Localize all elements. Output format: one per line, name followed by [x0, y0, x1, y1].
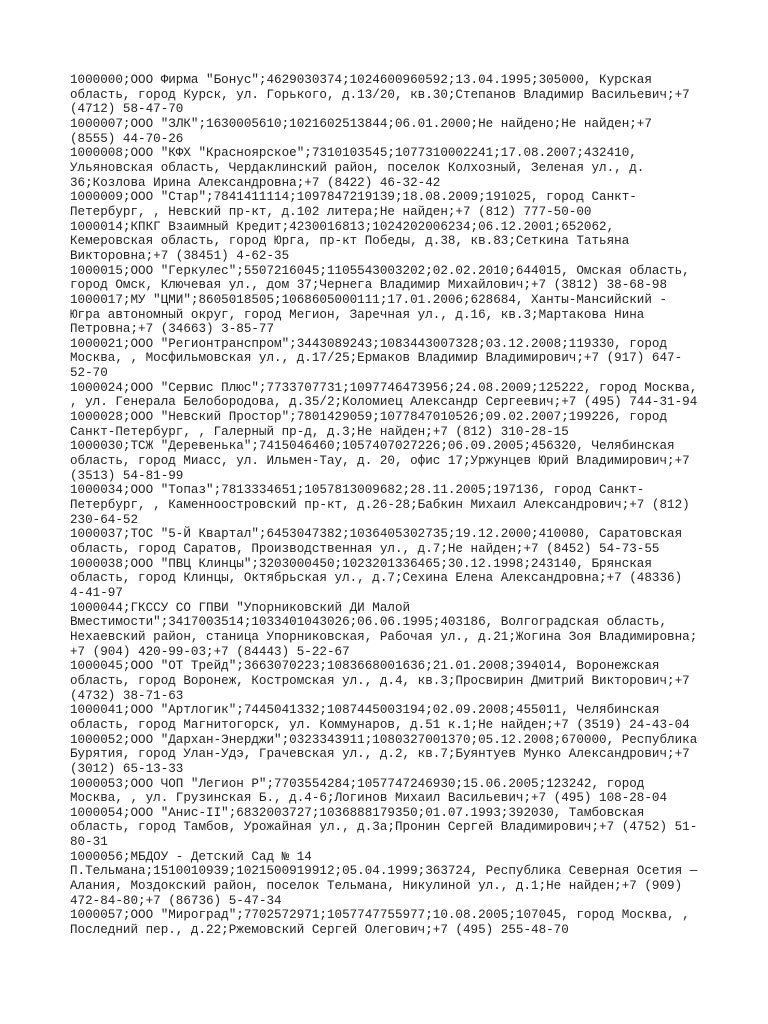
text-line: 1000038;ООО "ПВЦ Клинцы";3203000450;1023201336465;30.12.1998;243140, Брянская	[70, 556, 652, 571]
text-line: область, город Тамбов, Урожайная ул., д.3а;Пронин Сергей Владимирович;+7 (4752) 51-	[70, 820, 698, 835]
text-line: 1000052;ООО "Дархан-Энерджи";0323343911;1080327001370;05.12.2008;670000, Республика	[70, 732, 698, 747]
text-line: 1000034;ООО "Топаз";7813334651;1057813009682;28.11.2005;197136, город Санкт-	[70, 483, 645, 498]
text-line: Алания, Моздокский район, поселок Тельмана, Никулиной ул., д.1;Не найден;+7 (909)	[70, 879, 683, 894]
text-line: Петровна;+7 (34663) 3-85-77	[70, 322, 275, 337]
text-line: Нехаевский район, станица Упорниковская, Рабочая ул., д.21;Жогина Зоя Владимировна;	[70, 629, 698, 644]
text-line: Москва, , ул. Грузинская Б., д.4-6;Логинов Михаил Васильевич;+7 (495) 108-28-04	[70, 791, 668, 806]
text-line: 1000041;ООО "Артлогик";7445041332;1087445003194;02.09.2008;455011, Челябинская	[70, 703, 660, 718]
text-line: (3012) 65-13-33	[70, 761, 184, 776]
text-line: 1000037;ТОС "5-Й Квартал";6453047382;1036405302735;19.12.2000;410080, Саратовская	[70, 527, 683, 542]
text-line: 52-70	[70, 366, 108, 381]
text-line: область, город Курск, ул. Горького, д.13/20, кв.30;Степанов Владимир Васильевич;+7	[70, 87, 690, 102]
text-line: 1000021;ООО "Регионтранспром";3443089243;1083443007328;03.12.2008;119330, город	[70, 336, 668, 351]
document-text	[70, 73, 697, 938]
text-line: 1000007;ООО "ЗЛК";1630005610;1021602513844;06.01.2000;Не найдено;Не найден;+7	[70, 116, 652, 131]
text-line: 1000028;ООО "Невский Простор";7801429059;1077847010526;09.02.2007;199226, город	[70, 410, 668, 425]
text-line: Бурятия, город Улан-Удэ, Грачевская ул., д.2, кв.7;Буянтуев Мунко Александрович;+7	[70, 747, 690, 762]
text-line: область, город Клинцы, Октябрьская ул., д.7;Сехина Елена Александровна;+7 (48336)	[70, 571, 683, 586]
text-line: область, город Воронеж, Костромская ул., д.4, кв.3;Просвирин Дмитрий Викторович;+7	[70, 673, 690, 688]
text-line: Ульяновская область, Чердаклинский район, поселок Колхозный, Зеленая ул., д.	[70, 160, 645, 175]
text-line: 1000045;ООО "ОТ Трейд";3663070223;1083668001636;21.01.2008;394014, Воронежская	[70, 659, 660, 674]
text-line: , ул. Генерала Белобородова, д.35/2;Коломиец Александр Сергеевич;+7 (495) 744-31-94	[70, 395, 698, 410]
text-line: 230-64-52	[70, 512, 139, 527]
text-line: Кемеровская область, город Юрга, пр-кт Победы, д.38, кв.83;Сеткина Татьяна	[70, 234, 630, 249]
text-line: Викторовна;+7 (38451) 4-62-35	[70, 248, 290, 263]
text-line: 80-31	[70, 835, 108, 850]
text-line: Петербург, , Каменноостровский пр-кт, д.26-28;Бабкин Михаил Александрович;+7 (812)	[70, 498, 690, 513]
text-line: область, город Миасс, ул. Ильмен-Тау, д. 20, офис 17;Уржунцев Юрий Владимирович;+7	[70, 454, 690, 469]
text-line: 1000030;ТСЖ "Деревенька";7415046460;1057407027226;06.09.2005;456320, Челябинская	[70, 439, 675, 454]
text-line: Санкт-Петербург, , Галерный пр-д, д.3;Не найден;+7 (812) 310-28-15	[70, 424, 569, 439]
text-line: 1000056;МБДОУ - Детский Сад № 14	[70, 849, 312, 864]
text-line: 4-41-97	[70, 585, 123, 600]
text-line: +7 (904) 420-99-03;+7 (84443) 5-22-67	[70, 644, 350, 659]
text-line: (4712) 58-47-70	[70, 102, 184, 117]
text-line: 36;Козлова Ирина Александровна;+7 (8422) 46-32-42	[70, 175, 441, 190]
text-line: 1000008;ООО "КФХ "Красноярское";7310103545;1077310002241;17.08.2007;432410,	[70, 146, 637, 161]
text-line: город Омск, Ключевая ул., дом 37;Чернега Владимир Михайлович;+7 (3812) 38-68-98	[70, 278, 668, 293]
text-line: 1000054;ООО "Анис-II";6832003727;1036888179350;01.07.1993;392030, Тамбовская	[70, 805, 645, 820]
text-line: 1000053;ООО ЧОП "Легион Р";7703554284;1057747246930;15.06.2005;123242, город	[70, 776, 645, 791]
text-line: (8555) 44-70-26	[70, 131, 184, 146]
text-line: Югра автономный округ, город Мегион, Заречная ул., д.16, кв.3;Мартакова Нина	[70, 307, 645, 322]
text-line: 1000024;ООО "Сервис Плюс";7733707731;1097746473956;24.08.2009;125222, город Москва,	[70, 380, 698, 395]
text-line: 1000017;МУ "ЦМИ";8605018505;1068605000111;17.01.2006;628684, Ханты-Мансийский -	[70, 292, 668, 307]
text-line: (4732) 38-71-63	[70, 688, 184, 703]
text-line: 1000057;ООО "Мироград";7702572971;1057747755977;10.08.2005;107045, город Москва, ,	[70, 908, 690, 923]
text-line: Москва, , Мосфильмовская ул., д.17/25;Ермаков Владимир Владимирович;+7 (917) 647-	[70, 351, 683, 366]
text-line: 1000044;ГКССУ СО ГПВИ "Упорниковский ДИ Малой	[70, 600, 411, 615]
text-line: область, город Магнитогорск, ул. Коммунаров, д.51 к.1;Не найден;+7 (3519) 24-43-04	[70, 717, 690, 732]
text-line: (3513) 54-81-99	[70, 468, 184, 483]
text-line: П.Тельмана;1510010939;1021500919912;05.04.1999;363724, Республика Северная Осетия —	[70, 864, 698, 879]
text-line: 1000014;КПКГ Взаимный Кредит;4230016813;1024202006234;06.12.2001;652062,	[70, 219, 615, 234]
text-line: 472-84-80;+7 (86736) 5-47-34	[70, 893, 282, 908]
text-line: 1000009;ООО "Стар";7841411114;1097847219139;18.08.2009;191025, город Санкт-	[70, 190, 637, 205]
text-line: 1000000;ООО Фирма "Бонус";4629030374;1024600960592;13.04.1995;305000, Курская	[70, 73, 652, 87]
text-line: Последний пер., д.22;Ржемовский Сергей Олегович;+7 (495) 255-48-70	[70, 923, 569, 938]
text-line: область, город Саратов, Производственная ул., д.7;Не найден;+7 (8452) 54-73-55	[70, 542, 660, 556]
text-line: Вместимости";3417003514;1033401043026;06.06.1995;403186, Волгоградская область,	[70, 615, 668, 630]
text-line: Петербург, , Невский пр-кт, д.102 литера;Не найден;+7 (812) 777-50-00	[70, 204, 592, 219]
text-line: 1000015;ООО "Геркулес";5507216045;1105543003202;02.02.2010;644015, Омская область,	[70, 263, 690, 278]
